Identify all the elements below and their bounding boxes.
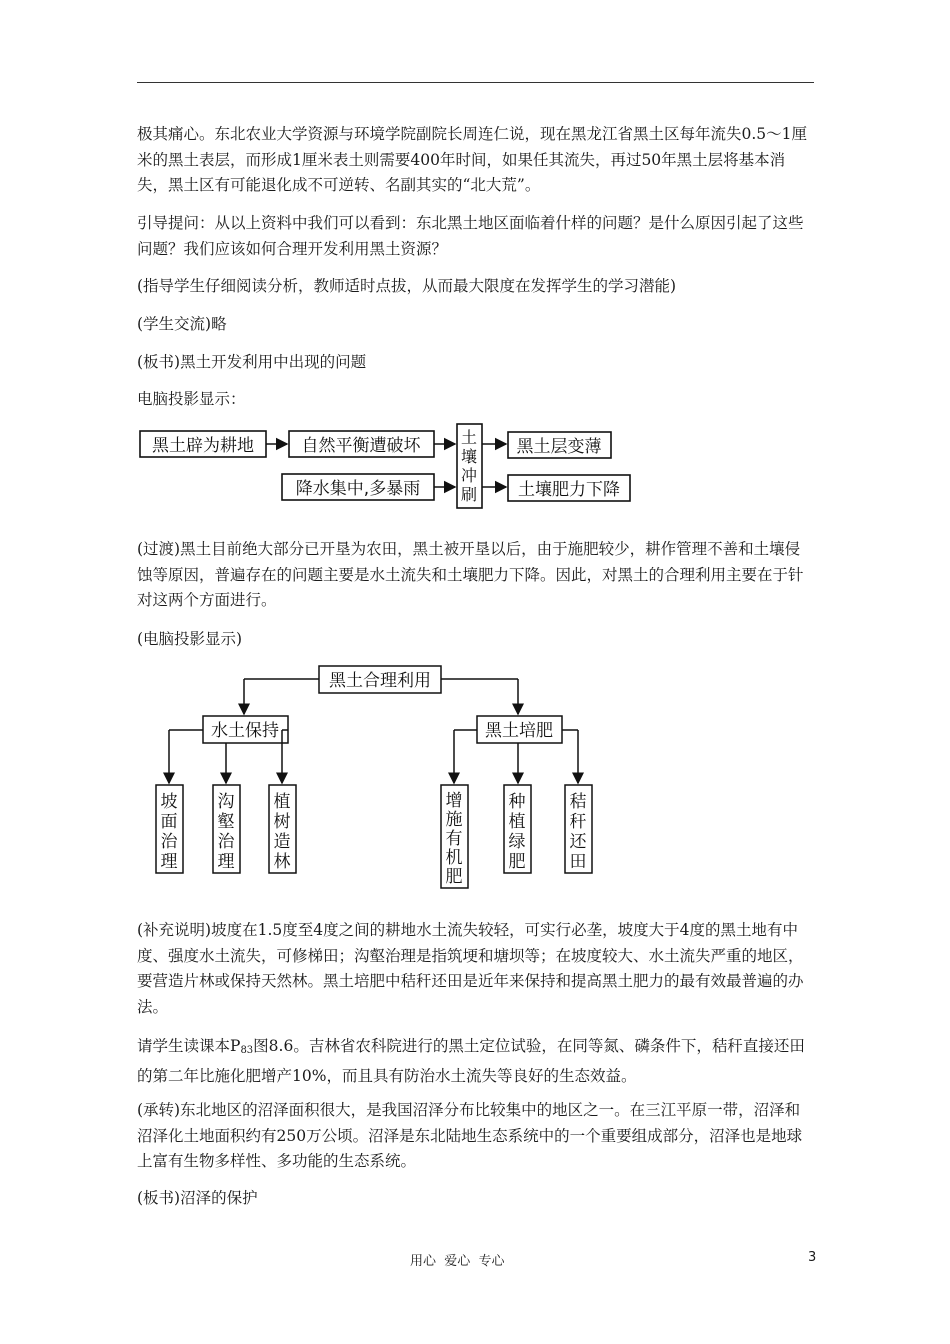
paragraph-1: 极其痛心。东北农业大学资源与环境学院副院长周连仁说，现在黑龙江省黑土区每年流失0.5～1厘米的黑土表层，而形成1厘米表土则需要400年时间，如果任其流失，再过50年黑土层将基本消失，黑土区有可能退化成不可逆转、名副其实的“北大荒”。 [137,125,808,194]
tree-leaf-2 [218,792,236,872]
paragraph-2: 引导提问：从以上资料中我们可以看到：东北黑土地区面临着什样的问题？是什么原因引起了这些问题？我们应该如何合理开发利用黑土资源？ [137,214,804,258]
leaf-4-char-2: 施 [445,810,463,830]
leaf-1-char-1: 坡 [160,792,178,812]
leaf-6-char-4: 田 [569,852,587,872]
footer-motto: 用心 爱心 专心 [410,1254,505,1269]
tree-leaf-3 [274,792,291,872]
tree-leaf-6 [570,792,588,872]
tree-leaf-1 [161,792,179,872]
leaf-2-char-2: 壑 [217,812,235,832]
leaf-1-char-4: 理 [160,852,178,872]
flow1-box6-label: 土壤肥力下降 [518,480,620,500]
paragraph-10 [137,1034,815,1089]
paragraph-4: (学生交流)略 [137,315,227,333]
leaf-5-char-1: 种 [508,792,526,812]
tree-left-label: 水土保持 [211,721,279,741]
paragraph-10-part-a: 请学生读课本P [137,1037,241,1055]
header-rule [137,82,814,83]
flow1-box4-char-3: 冲 [460,466,478,485]
paragraph-12: (板书)沼泽的保护 [137,1189,258,1207]
leaf-4-char-1: 增 [445,791,463,811]
flow1-box1-label: 黑土辟为耕地 [152,436,254,456]
paragraph-3: (指导学生仔细阅读分析，教师适时点拔，从而最大限度在发挥学生的学习潜能) [137,277,677,295]
leaf-2-char-3: 治 [217,832,235,852]
leaf-2-char-1: 沟 [217,792,235,812]
leaf-6-char-1: 秸 [569,792,587,812]
flowchart-problems [130,418,650,514]
flow1-box2-label: 自然平衡遭破坏 [301,436,421,456]
page-number: 3 [808,1250,817,1265]
leaf-5-char-2: 植 [508,812,526,832]
flowchart-utilization-tree [140,655,620,895]
paragraph-8: (电脑投影显示) [137,630,243,648]
flow1-box5-label: 黑土层变薄 [516,437,602,457]
paragraph-10-subscript: 83 [240,1045,254,1056]
leaf-3-char-3: 造 [273,832,291,852]
leaf-6-char-2: 秆 [569,812,587,832]
leaf-5-char-4: 肥 [508,852,526,872]
tree-root-label: 黑土合理利用 [329,671,431,691]
flow1-box3-label: 降水集中,多暴雨 [295,479,421,499]
tree-leaf-5 [509,792,526,872]
leaf-3-char-1: 植 [273,792,291,812]
paragraph-10-part-b: 图8.6。吉林省农科院进行的黑土定位试验，在同等氮、磷条件下，秸秆直接还田的第二年比施化肥增产10%，而且具有防治水土流失等良好的生态效益。 [137,1037,805,1085]
leaf-4-char-3: 有 [445,829,463,849]
paragraph-9: (补充说明)坡度在1.5度至4度之间的耕地水土流失较轻，可实行必垄，坡度大于4度的黑土地有中度、强度水土流失，可修梯田；沟壑治理是指筑埂和塘坝等；在坡度较大、水土流失严重的地区，要营造片林或保持天然林。黑土培肥中秸秆还田是近年来保持和提高黑土肥力的最有效最普遍的办法。 [137,921,804,1016]
paragraph-6: 电脑投影显示： [137,390,246,408]
leaf-3-char-4: 林 [273,852,291,872]
leaf-3-char-2: 树 [273,812,291,832]
leaf-2-char-4: 理 [217,852,235,872]
tree-leaf-4 [446,791,463,887]
flow1-box4-char-1: 土 [460,428,478,447]
flow1-box4-char-2: 壤 [460,447,478,466]
leaf-6-char-3: 还 [569,832,587,852]
leaf-5-char-3: 绿 [508,832,526,852]
tree-right-label: 黑土培肥 [485,721,553,741]
leaf-4-char-4: 机 [445,848,463,868]
leaf-4-char-5: 肥 [445,867,463,887]
leaf-1-char-2: 面 [160,812,178,832]
paragraph-7: (过渡)黑土目前绝大部分已开垦为农田，黑土被开垦以后，由于施肥较少，耕作管理不善和土壤侵蚀等原因，普遍存在的问题主要是水土流失和土壤肥力下降。因此，对黑土的合理利用主要在于针对这两个方面进行。 [137,540,804,609]
flow1-box4-char-4: 刷 [460,485,478,504]
leaf-1-char-3: 治 [160,832,178,852]
paragraph-11: (承转)东北地区的沼泽面积很大，是我国沼泽分布比较集中的地区之一。在三江平原一带，沼泽和沼泽化土地面积约有250万公顷。沼泽是东北陆地生态系统中的一个重要组成部分，沼泽也是地球上富有生物多样性、多功能的生态系统。 [137,1101,803,1170]
paragraph-5: (板书)黑土开发利用中出现的问题 [137,353,367,371]
